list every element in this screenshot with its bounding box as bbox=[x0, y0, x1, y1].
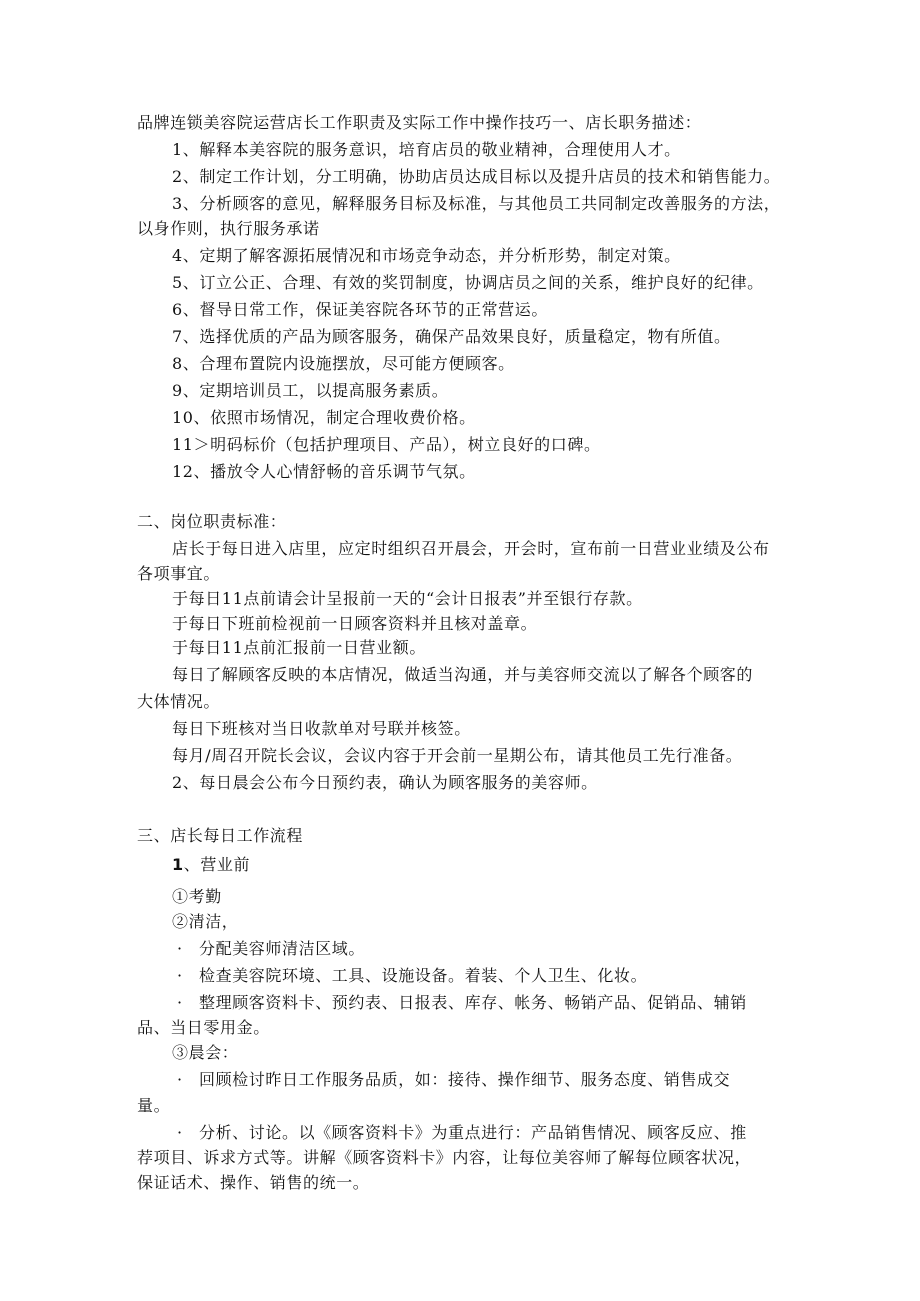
standard-line-3: 于每日下班前检视前一日顾客资料并且核对盖章。 bbox=[172, 614, 538, 633]
step-morning-meeting: ③晨会： bbox=[172, 1043, 239, 1062]
standard-line-1: 店长于每日进入店里，应定时组织召开晨会，开会时，宣布前一日营业业绩及公布 bbox=[172, 539, 770, 558]
meeting-bullet-2-continued-2: 保证话术、操作、销售的统一。 bbox=[137, 1173, 370, 1192]
document-title-line: 品牌连锁美容院运营店长工作职责及实际工作中操作技巧一、店长职务描述： bbox=[137, 113, 702, 132]
standard-line-4: 于每日11点前汇报前一日营业额。 bbox=[172, 638, 426, 657]
bullet-dot-icon: · bbox=[177, 939, 183, 958]
section-2-heading: 二、岗位职责标准： bbox=[137, 512, 287, 531]
duty-item-4: 4、定期了解客源拓展情况和市场竞争动态，并分析形势，制定对策。 bbox=[172, 246, 681, 265]
duty-item-8: 8、合理布置院内设施摆放，尽可能方便顾客。 bbox=[172, 354, 515, 373]
duty-item-11: 11＞明码标价（包括护理项目、产品），树立良好的口碑。 bbox=[172, 435, 601, 454]
standard-line-2: 于每日11点前请会计呈报前一天的“会计日报表”并至银行存款。 bbox=[172, 589, 643, 608]
cleaning-bullet-1: · 分配美容师清洁区域。 bbox=[177, 939, 366, 958]
subsection-pre-opening bbox=[172, 855, 250, 875]
bullet-dot-icon: · bbox=[177, 993, 183, 1012]
step-cleaning: ②清洁， bbox=[172, 912, 239, 931]
meeting-bullet-1: · 回顾检讨昨日工作服务品质，如：接待、操作细节、服务态度、销售成交 bbox=[177, 1070, 731, 1089]
duty-item-9: 9、定期培训员工，以提高服务素质。 bbox=[172, 381, 449, 400]
duty-item-7: 7、选择优质的产品为顾客服务，确保产品效果良好，质量稳定，物有所值。 bbox=[172, 327, 731, 346]
cleaning-bullet-3-continued: 品、当日零用金。 bbox=[137, 1018, 270, 1037]
meeting-bullet-2-continued-1: 荐项目、诉求方式等。讲解《顾客资料卡》内容，让每位美容师了解每位顾客状况， bbox=[137, 1148, 752, 1167]
duty-item-3-continued: 以身作则，执行服务承诺 bbox=[137, 219, 320, 238]
meeting-bullet-2: · 分析、讨论。以《顾客资料卡》为重点进行：产品销售情况、顾客反应、推 bbox=[177, 1123, 747, 1142]
duty-item-10: 10、依照市场情况，制定合理收费价格。 bbox=[172, 408, 476, 427]
duty-item-12: 12、播放令人心情舒畅的音乐调节气氛。 bbox=[172, 462, 476, 481]
meeting-bullet-1-continued: 量。 bbox=[137, 1096, 171, 1115]
duty-item-3: 3、分析顾客的意见，解释服务目标及标准，与其他员工共同制定改善服务的方法， bbox=[172, 194, 781, 213]
subsection-number: 1 bbox=[172, 855, 184, 874]
standard-line-5: 每日了解顾客反映的本店情况，做适当沟通，并与美容师交流以了解各个顾客的 bbox=[172, 665, 754, 684]
step-attendance: ①考勤 bbox=[172, 887, 222, 906]
duty-item-2: 2、制定工作计划，分工明确，协助店员达成目标以及提升店员的技术和销售能力。 bbox=[172, 167, 781, 186]
cleaning-bullet-3: · 整理顾客资料卡、预约表、日报表、库存、帐务、畅销产品、促销品、辅销 bbox=[177, 993, 747, 1012]
section-3-heading: 三、店长每日工作流程 bbox=[137, 826, 304, 845]
bullet-dot-icon: · bbox=[177, 1123, 183, 1142]
standard-line-6: 每日下班核对当日收款单对号联并核签。 bbox=[172, 719, 471, 738]
standard-line-8: 2、每日晨会公布今日预约表，确认为顾客服务的美容师。 bbox=[172, 773, 598, 792]
duty-item-1: 1、解释本美容院的服务意识，培育店员的敬业精神，合理使用人才。 bbox=[172, 140, 681, 159]
duty-item-5: 5、订立公正、合理、有效的奖罚制度，协调店员之间的关系，维护良好的纪律。 bbox=[172, 273, 764, 292]
standard-line-5-continued: 大体情况。 bbox=[137, 692, 221, 711]
bullet-dot-icon: · bbox=[177, 966, 183, 985]
standard-line-1-continued: 各项事宜。 bbox=[137, 564, 221, 583]
standard-line-7: 每月/周召开院长会议，会议内容于开会前一星期公布，请其他员工先行准备。 bbox=[172, 746, 743, 765]
subsection-label: 、营业前 bbox=[183, 855, 251, 874]
bullet-dot-icon: · bbox=[177, 1070, 183, 1089]
duty-item-6: 6、督导日常工作，保证美容院各环节的正常营运。 bbox=[172, 300, 548, 319]
cleaning-bullet-2: · 检查美容院环境、工具、设施设备。着装、个人卫生、化妆。 bbox=[177, 966, 648, 985]
